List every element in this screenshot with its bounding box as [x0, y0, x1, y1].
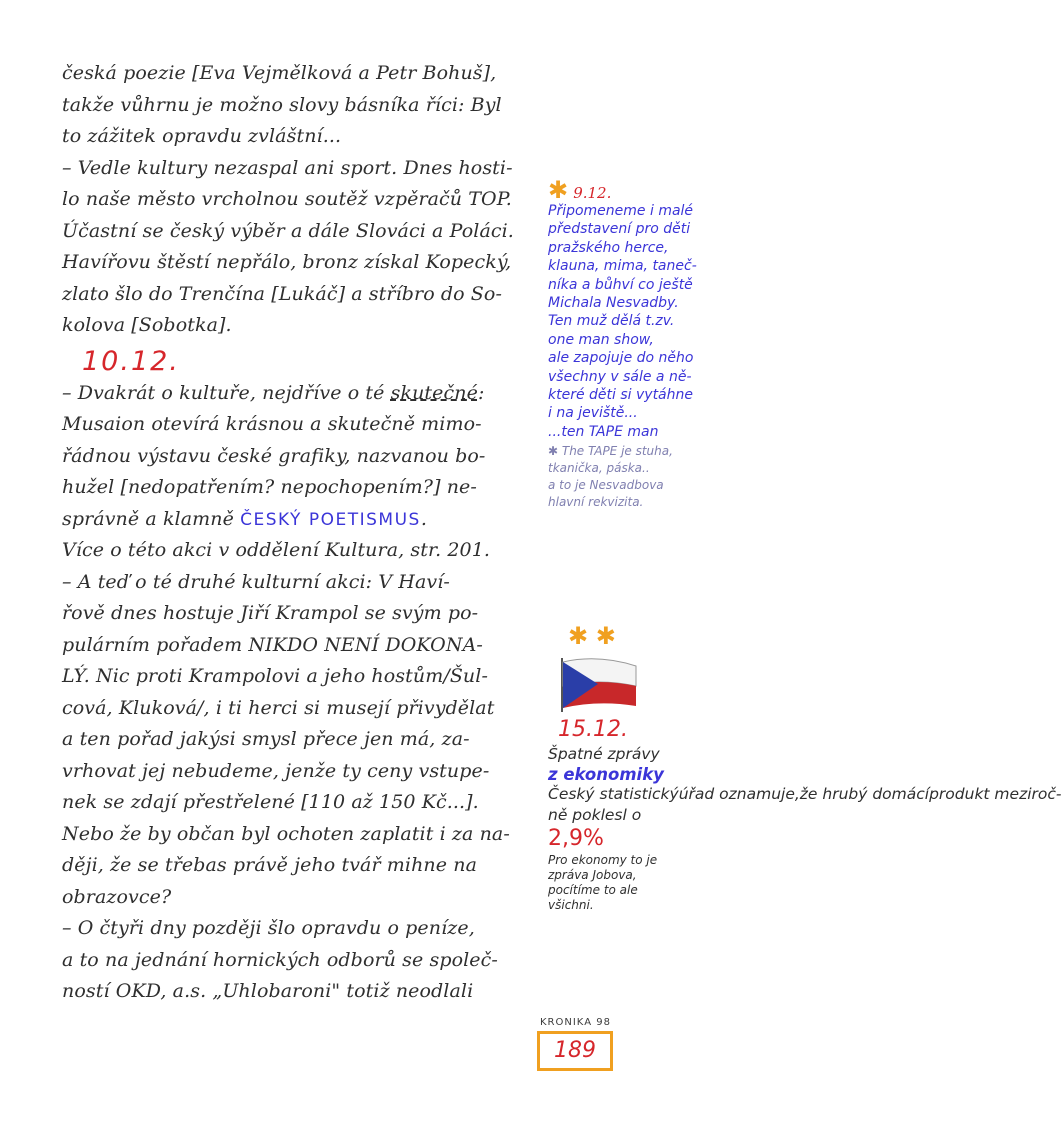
side-note-date: 9.12.	[573, 184, 612, 202]
text-line: obrazovce?	[62, 885, 172, 908]
text-line: kolova [Sobotka].	[62, 314, 232, 336]
exhibition-title: ČESKÝ POETISMUS	[240, 509, 421, 530]
side-note-line: které děti si vytáhne	[548, 386, 693, 403]
side-note-small-line: všichni.	[548, 898, 594, 912]
side-note-line: ně poklesl o	[548, 805, 642, 824]
text-line: ději, že se třebas právě jeho tvář mihne na	[62, 854, 477, 876]
gdp-decline-percent: 2,9%	[548, 826, 604, 851]
side-note-line: Špatné zprávy	[548, 745, 660, 763]
side-note-line: pražského herce,	[548, 239, 669, 256]
text-line: řově dnes hostuje Jiří Krampol se svým po-	[62, 602, 479, 624]
star-icon: ✱ ✱	[568, 622, 616, 650]
side-note-line: že hrubý domácí	[799, 785, 930, 803]
text-line: a ten pořad jakýsi smysl přece jen má, za-	[62, 728, 470, 750]
text-line: to zážitek opravdu zvláštní...	[62, 125, 342, 147]
side-note-date: 15.12.	[558, 717, 628, 742]
text-line: pulárním pořadem NIKDO NENÍ DOKONA-	[62, 633, 483, 656]
text-line: zlato šlo do Trenčína [Lukáč] a stříbro do So-	[62, 282, 502, 305]
text-line: hužel [nedopatřením? nepochopením?] ne-	[62, 476, 477, 498]
text-line: správně a klamně ČESKÝ POETISMUS.	[62, 507, 427, 530]
side-note-line: Připomeneme i malé	[548, 203, 694, 219]
text-line: – O čtyři dny později šlo opravdu o peníze,	[62, 917, 475, 939]
text-line: Havířovu štěstí nepřálo, bronz získal Kopecký,	[62, 251, 512, 273]
side-note-line: představení pro děti	[548, 221, 691, 238]
side-note-small-line: Pro ekonomy to je	[548, 853, 658, 867]
text-line: LÝ. Nic proti Krampolovi a jeho hostům/Šul-	[62, 665, 488, 687]
text-line: a to na jednání hornických odborů se společ-	[62, 948, 498, 971]
side-note-line: Michala Nesvadby.	[548, 294, 679, 311]
text-line: lo naše město vrcholnou soutěž vzpěračů TOP.	[62, 188, 512, 210]
footnote-line: hlavní rekvizita.	[548, 495, 644, 510]
text-line: Nebo že by občan byl ochoten zaplatit i za na-	[62, 822, 510, 845]
text-line: nek se zdají přestřelené [110 až 150 Kč...].	[62, 791, 479, 813]
star-icon: ✱	[548, 176, 569, 204]
text-line: Účastní se český výběr a dále Slováci a Poláci.	[62, 219, 514, 242]
side-note-line: úřad oznamuje,	[678, 785, 800, 803]
side-note-line: Český statistický	[548, 785, 679, 803]
underlined-word: skutečné	[390, 381, 478, 404]
text-line: – A teď o té druhé kulturní akci: V Haví-	[62, 570, 450, 593]
economy-heading: z ekonomiky	[548, 764, 664, 784]
side-note-line: všechny v sále a ně-	[548, 368, 692, 385]
text-line: řádnou výstavu české grafiky, nazvanou bo-	[62, 444, 486, 467]
text-line: česká poezie [Eva Vejmělková a Petr Bohuš],	[62, 62, 497, 84]
side-note-15-12	[548, 716, 1061, 913]
text-line: – Vedle kultury nezaspal ani sport. Dnes hosti-	[62, 156, 513, 179]
main-text-column	[62, 58, 540, 1008]
side-note-small-line: pocítíme to ale	[548, 883, 638, 897]
chronicle-label: KRONIKA 98	[540, 1017, 611, 1028]
text-line: vrhovat jej nebudeme, jenže ty ceny vstupe-	[62, 759, 490, 782]
text-line: cová, Kluková/, i ti herci si musejí přivydělat	[62, 696, 495, 719]
side-note-line: ...ten TAPE man	[548, 423, 659, 440]
side-note-line: one man show,	[548, 331, 654, 348]
side-note-small-line: zpráva Jobova,	[548, 868, 637, 882]
side-note-line: níka a bůhví co ještě	[548, 276, 693, 293]
footnote-line: tkanička, páska..	[548, 461, 650, 476]
footnote-line: a to je Nesvadbova	[548, 478, 664, 493]
side-note-line: i na jeviště...	[548, 405, 638, 422]
text-line: Více o této akci v oddělení Kultura, str. 201.	[62, 539, 491, 561]
text-line: ností OKD, a.s. „Uhlobaroni" totiž neodlali	[62, 980, 474, 1002]
side-note-line: klauna, mima, taneč-	[548, 258, 697, 275]
text-line: takže vůhrnu je možno slovy básníka říci: Byl	[62, 93, 502, 116]
footnote-line: ✱ The TAPE je stuha,	[548, 444, 673, 459]
side-note-line: ale zapojuje do něho	[548, 350, 694, 367]
side-note-line: Ten muž dělá t.zv.	[548, 313, 675, 330]
side-note-line: produkt meziroč-	[929, 785, 1061, 803]
czech-flag-drawing	[558, 656, 640, 712]
side-note-9-12	[548, 178, 768, 511]
page-number: 189	[537, 1031, 613, 1071]
side-note-15-12-stars	[548, 622, 768, 650]
text-line: – Dvakrát o kultuře, nejdříve o té skutečné:	[62, 381, 485, 404]
text-line: Musaion otevírá krásnou a skutečně mimo-	[62, 413, 482, 435]
date-heading-10-12: 10.12.	[82, 345, 180, 377]
